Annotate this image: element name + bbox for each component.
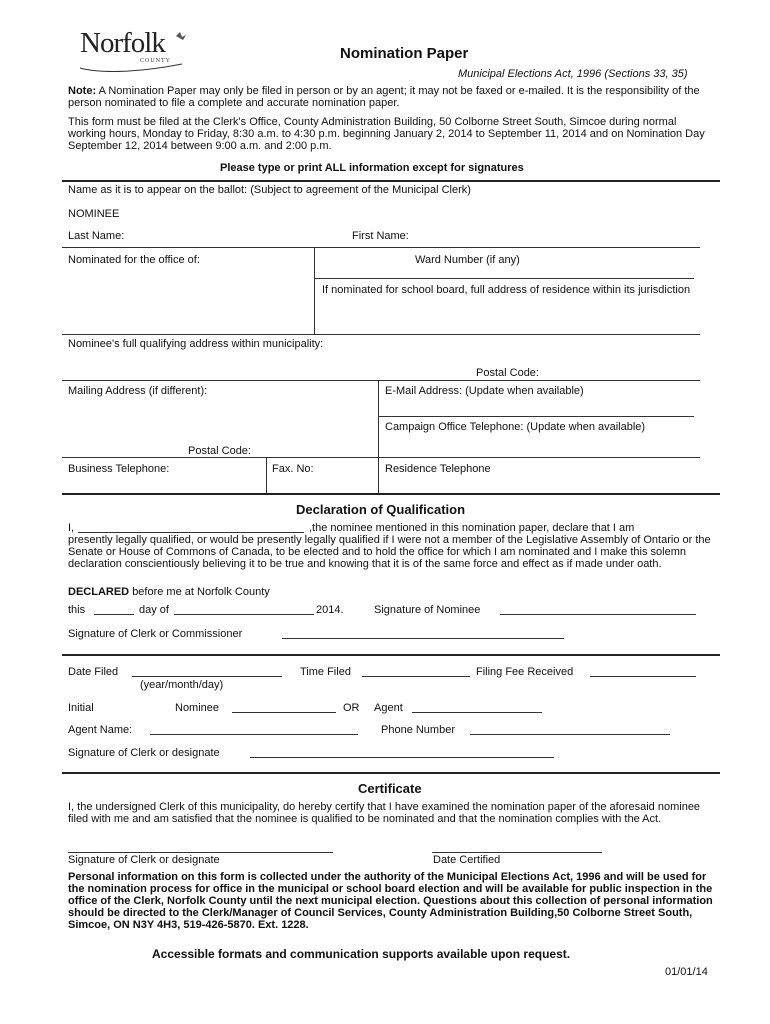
phone-number-label: Phone Number	[381, 724, 455, 736]
privacy-notice: Personal information on this form is collected under the authority of the Municipal Elections Act, 1996 and will be used for the nomination process for office in the municipal or school board election and will be available for public inspection in the office of the Clerk, Norfolk County until the next municipal election. Questions about this collection of personal information should be directed to the Clerk/Manager of Council Services, County Administration Building,50 Colborne Street South, Simcoe, ON N3Y 4H3, 519-426-5870. Ext. 1228.	[68, 871, 713, 931]
postal-code-label: Postal Code:	[476, 367, 539, 379]
initial-label: Initial	[68, 702, 94, 714]
clerk-commissioner-signature-line[interactable]	[282, 638, 564, 639]
date-filed-line[interactable]	[132, 676, 282, 677]
ward-label: Ward Number (if any)	[415, 254, 520, 266]
this-label: this	[68, 604, 86, 616]
initial-nominee-line[interactable]	[232, 712, 336, 713]
form-bottom-border	[62, 493, 720, 495]
divider	[62, 380, 700, 381]
agent-name-line[interactable]	[150, 734, 358, 735]
day-of-label: day of	[139, 604, 169, 616]
accessibility-notice: Accessible formats and communication supports available upon request.	[152, 947, 571, 961]
act-reference: Municipal Elections Act, 1996 (Sections 33, 35)	[458, 68, 688, 80]
instruction-text: Please type or print ALL information except for signatures	[220, 162, 524, 174]
first-name-label: First Name:	[352, 230, 409, 242]
qualifying-address-label: Nominee's full qualifying address within municipality:	[68, 338, 324, 350]
date-format-hint: (year/month/day)	[140, 679, 224, 691]
nominee-heading: NOMINEE	[68, 208, 120, 220]
mailing-address-label: Mailing Address (if different):	[68, 385, 208, 397]
certificate-signature-label: Signature of Clerk or designate	[68, 854, 220, 866]
clerk-designate-signature-line[interactable]	[250, 757, 554, 758]
section-divider	[62, 772, 720, 774]
school-board-label: If nominated for school board, full address of residence within its jurisdiction	[322, 284, 691, 296]
filing-fee-line[interactable]	[590, 676, 696, 677]
revision-date: 01/01/14	[665, 966, 708, 978]
business-phone-label: Business Telephone:	[68, 463, 170, 475]
certificate-signature-line[interactable]	[68, 852, 333, 853]
filing-paragraph: This form must be filed at the Clerk's Office, County Administration Building, 50 Colborne Street South, Simcoe during normal working hours, Monday to Friday, 8:30 a.m. to 4:30 p.m. beginning January 2, 2014 to September 11, 2014 and on Nomination Day September 12, 2014 between 9:00 a.m. and 2:00 p.m.	[68, 116, 705, 152]
declarant-name-line[interactable]	[78, 532, 304, 533]
time-filed-label: Time Filed	[300, 666, 351, 678]
divider	[62, 247, 700, 248]
ballot-name-label: Name as it is to appear on the ballot: (Subject to agreement of the Municipal Clerk)	[68, 184, 471, 196]
last-name-label: Last Name:	[68, 230, 125, 242]
time-filed-line[interactable]	[362, 676, 470, 677]
declaration-body: presently legally qualified, or would be presently legally qualified if I were not a member of the Legislative Assembly of Ontario or the Senate or House of Commons of Canada, to be elected and to hold the office for which I am nominated and I make this solemn declaration conscientiously believing it to be true and knowing that it is of the same force and effect as if made under oath.	[68, 534, 711, 570]
email-label: E-Mail Address: (Update when available)	[385, 385, 584, 397]
residence-phone-label: Residence Telephone	[385, 463, 491, 475]
declarant-i: I,	[68, 522, 75, 534]
declaration-text-start: ,the nominee mentioned in this nomination paper, declare that I am	[309, 522, 635, 534]
declared-text: before me at Norfolk County	[132, 586, 270, 598]
month-line[interactable]	[174, 614, 314, 615]
note-paragraph	[68, 85, 708, 109]
office-label: Nominated for the office of:	[68, 254, 200, 266]
certificate-text: I, the undersigned Clerk of this municipality, do hereby certify that I have examined the nomination paper of the aforesaid nominee filed with me and am satisfied that the nominee is qualified to be nominated and that the nomination complies with the Act.	[68, 801, 701, 825]
note-label: Note:	[68, 85, 97, 97]
initial-agent-line[interactable]	[412, 712, 542, 713]
date-certified-line[interactable]	[432, 852, 602, 853]
divider	[266, 457, 267, 494]
nominee-signature-line[interactable]	[500, 614, 696, 615]
logo-subtext: COUNTY	[140, 58, 171, 64]
fax-label: Fax. No:	[272, 463, 314, 475]
filing-fee-label: Filing Fee Received	[476, 666, 574, 678]
declared-line	[68, 586, 270, 598]
date-certified-label: Date Certified	[433, 854, 501, 866]
or-label: OR	[343, 702, 360, 714]
divider	[62, 457, 700, 458]
declaration-heading: Declaration of Qualification	[296, 502, 466, 517]
divider	[314, 278, 694, 279]
day-line[interactable]	[94, 614, 134, 615]
divider	[314, 247, 315, 335]
initial-nominee-label: Nominee	[175, 702, 220, 714]
section-divider	[62, 654, 720, 656]
clerk-commissioner-signature-label: Signature of Clerk or Commissioner	[68, 628, 243, 640]
note-text: A Nomination Paper may only be filed in person or by an agent; it may not be faxed or e-mailed. It is the responsibility of the person nominated to file a complete and accurate nomination paper.	[68, 85, 700, 109]
initial-agent-label: Agent	[374, 702, 403, 714]
certificate-heading: Certificate	[358, 781, 422, 796]
agent-name-label: Agent Name:	[68, 724, 133, 736]
divider	[62, 334, 700, 335]
logo-text: Norfolk	[80, 27, 165, 59]
postal-code-label: Postal Code:	[188, 445, 251, 457]
form-top-border	[62, 180, 720, 182]
date-filed-label: Date Filed	[68, 666, 119, 678]
divider	[378, 380, 379, 494]
campaign-phone-label: Campaign Office Telephone: (Update when available)	[385, 421, 646, 433]
clerk-designate-signature-label: Signature of Clerk or designate	[68, 747, 220, 759]
nominee-signature-label: Signature of Nominee	[374, 604, 481, 616]
page-title: Nomination Paper	[340, 45, 469, 62]
phone-number-line[interactable]	[470, 734, 670, 735]
declared-label: DECLARED	[68, 586, 130, 598]
divider	[378, 416, 694, 417]
year-label: 2014.	[316, 604, 344, 616]
